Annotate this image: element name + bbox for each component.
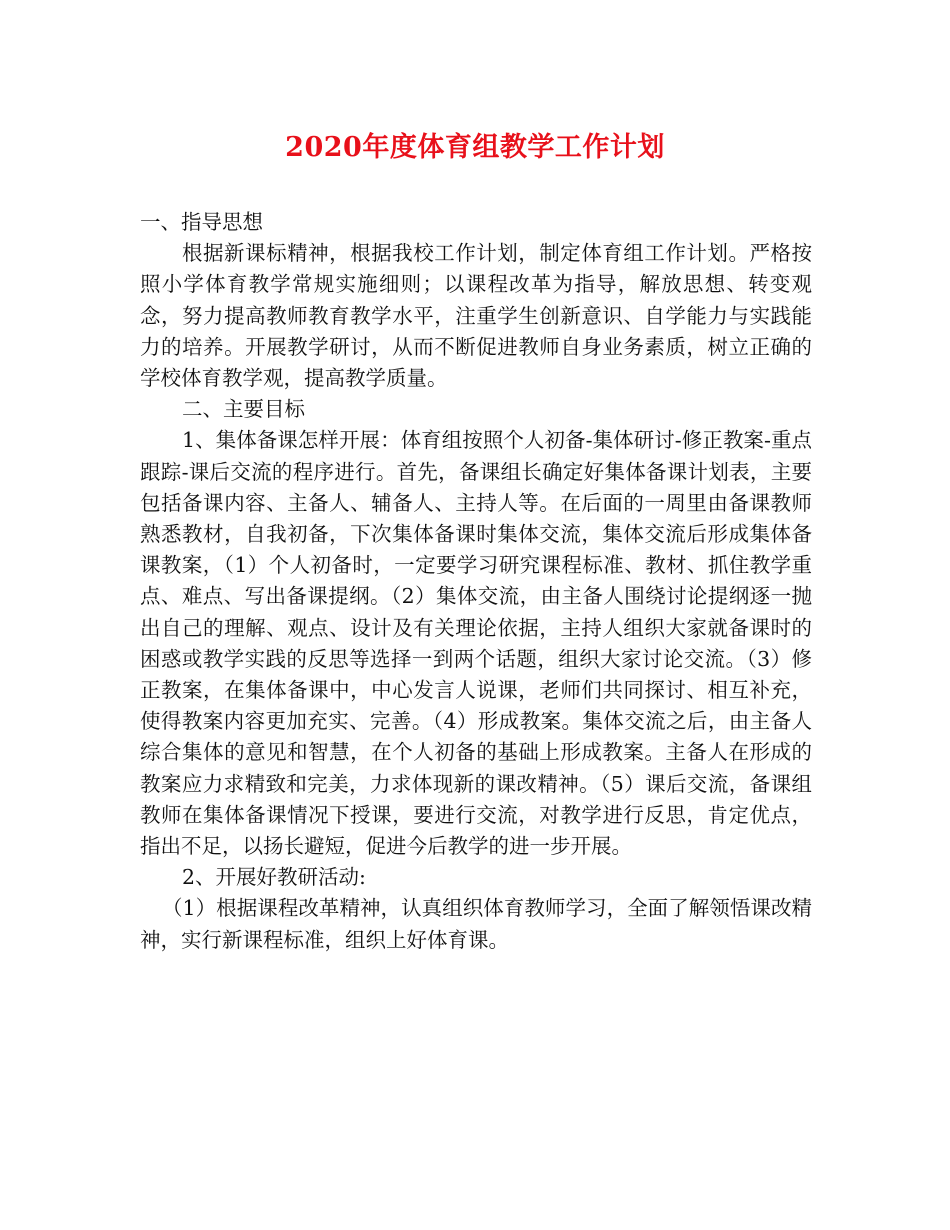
section-heading-main-goals: 二、主要目标 [182, 397, 305, 422]
paragraph-collective-lesson-prep: 1、集体备课怎样开展：体育组按照个人初备-集体研讨-修正教案-重点跟踪-课后交流的程序进行。首先，备课组长确定好集体备课计划表，主要包括备课内容、主备人、辅备人、主持人等。在后面的一周里由备课教师熟悉教材，自我初备，下次集体备课时集体交流，集体交流后形成集体备课教案，（1）个人初备时，一定要学习研究课程标准、教材、抓住教学重点、难点、写出备课提纲。（2）集体交流，由主备人围绕讨论提纲逐一抛出自己的理解、观点、设计及有关理论依据，主持人组织大家就备课时的困惑或教学实践的反思等选择一到两个话题，组织大家讨论交流。（3）修正教案，在集体备课中，中心发言人说课，老师们共同探讨、相互补充，使得教案内容更加充实、完善。（4）形成教案。集体交流之后，由主备人综合集体的意见和智慧，在个人初备的基础上形成教案。主备人在形成的教案应力求精致和完美，力求体现新的课改精神。（5）课后交流，备课组教师在集体备课情况下授课，要进行交流，对教学进行反思，肯定优点，指出不足，以扬长避短，促进今后教学的进一步开展。 [140, 428, 812, 859]
paragraph-teaching-research-heading: 2、开展好教研活动: [182, 865, 366, 890]
paragraph-guiding-ideology: 根据新课标精神，根据我校工作计划，制定体育组工作计划。严格按照小学体育教学常规实施细则；以课程改革为指导，解放思想、转变观念，努力提高教师教育教学水平，注重学生创新意识、自学能力与实践能力的培养。开展教学研讨，从而不断促进教师自身业务素质，树立正确的学校体育教学观，提高教学质量。 [140, 241, 812, 391]
section-heading-guiding-ideology: 一、指导思想 [140, 210, 263, 234]
paragraph-curriculum-reform: （1）根据课程改革精神，认真组织体育教师学习，全面了解领悟课改精神，实行新课程标准，组织上好体育课。 [140, 896, 812, 952]
document-body [140, 207, 812, 956]
document-title: 2020年度体育组教学工作计划 [285, 132, 665, 163]
